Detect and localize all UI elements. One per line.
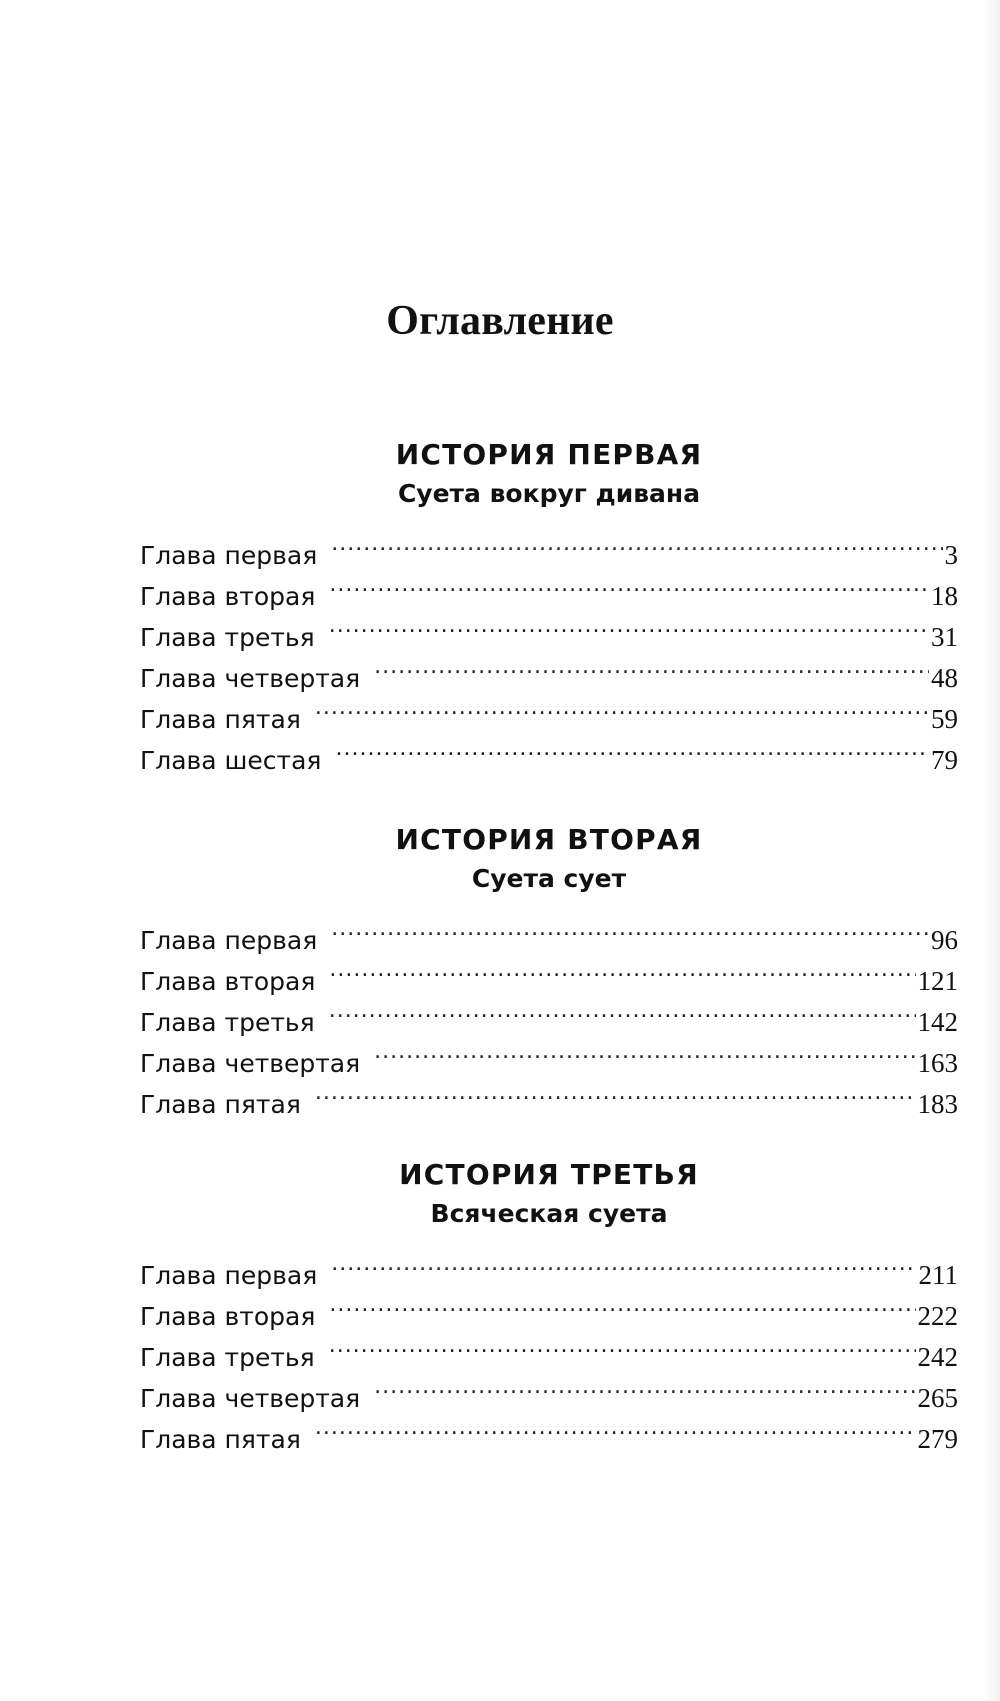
dot-leader [315, 687, 929, 728]
story-subtitle: Суета сует [471, 864, 627, 893]
dot-leader [315, 1407, 916, 1448]
chapter-entry[interactable] [140, 908, 958, 955]
dot-leader [329, 1325, 916, 1366]
page-title: Оглавление [386, 298, 614, 344]
page-number: 183 [917, 1089, 958, 1119]
chapter-list [140, 1243, 958, 1454]
page-number: 222 [917, 1301, 958, 1331]
chapter-list [140, 908, 958, 1119]
chapter-label: Глава третья [140, 623, 315, 652]
dot-leader [331, 1243, 916, 1284]
chapter-label: Глава первая [140, 1261, 318, 1290]
dot-leader [374, 646, 929, 687]
page-number: 48 [931, 663, 958, 693]
chapter-label: Глава третья [140, 1008, 315, 1037]
page-number: 59 [931, 704, 958, 734]
story-section-2 [140, 822, 958, 1119]
dot-leader [331, 523, 942, 564]
chapter-label: Глава третья [140, 1343, 315, 1372]
chapter-label: Глава четвертая [140, 1384, 361, 1413]
page-number: 279 [917, 1424, 958, 1454]
page-number: 142 [917, 1007, 958, 1037]
dot-leader [329, 990, 916, 1031]
chapter-label: Глава вторая [140, 967, 316, 996]
chapter-label: Глава вторая [140, 582, 316, 611]
page-number: 211 [918, 1260, 958, 1290]
story-subtitle: Всяческая суета [430, 1199, 668, 1228]
dot-leader [329, 605, 929, 646]
story-title: ИСТОРИЯ ТРЕТЬЯ [399, 1158, 699, 1191]
dot-leader [329, 564, 929, 605]
page-number: 121 [917, 966, 958, 996]
page-number: 31 [931, 622, 958, 652]
chapter-label: Глава четвертая [140, 664, 361, 693]
story-title: ИСТОРИЯ ПЕРВАЯ [395, 438, 703, 471]
story-section-3 [140, 1157, 958, 1454]
dot-leader [329, 949, 915, 990]
chapter-label: Глава шестая [140, 746, 322, 775]
page-number: 242 [917, 1342, 958, 1372]
chapter-label: Глава пятая [140, 1090, 301, 1119]
chapter-label: Глава четвертая [140, 1049, 361, 1078]
page-number: 265 [917, 1383, 958, 1413]
chapter-label: Глава вторая [140, 1302, 316, 1331]
story-section-1 [140, 437, 958, 775]
chapter-list [140, 523, 958, 775]
story-subtitle: Суета вокруг дивана [397, 479, 701, 508]
chapter-label: Глава первая [140, 541, 318, 570]
page-number: 96 [931, 925, 958, 955]
dot-leader [331, 908, 929, 949]
story-title: ИСТОРИЯ ВТОРАЯ [395, 823, 703, 856]
chapter-label: Глава пятая [140, 705, 301, 734]
page-number: 18 [931, 581, 958, 611]
chapter-entry[interactable] [140, 1243, 958, 1290]
page-number: 79 [931, 745, 958, 775]
dot-leader [374, 1031, 915, 1072]
dot-leader [329, 1284, 915, 1325]
dot-leader [374, 1366, 915, 1407]
page-number: 3 [944, 540, 958, 570]
dot-leader [335, 728, 929, 769]
chapter-label: Глава пятая [140, 1425, 301, 1454]
page-number: 163 [917, 1048, 958, 1078]
chapter-label: Глава первая [140, 926, 318, 955]
dot-leader [315, 1072, 916, 1113]
page-edge-shadow [982, 0, 1000, 1701]
chapter-entry[interactable] [140, 523, 958, 570]
